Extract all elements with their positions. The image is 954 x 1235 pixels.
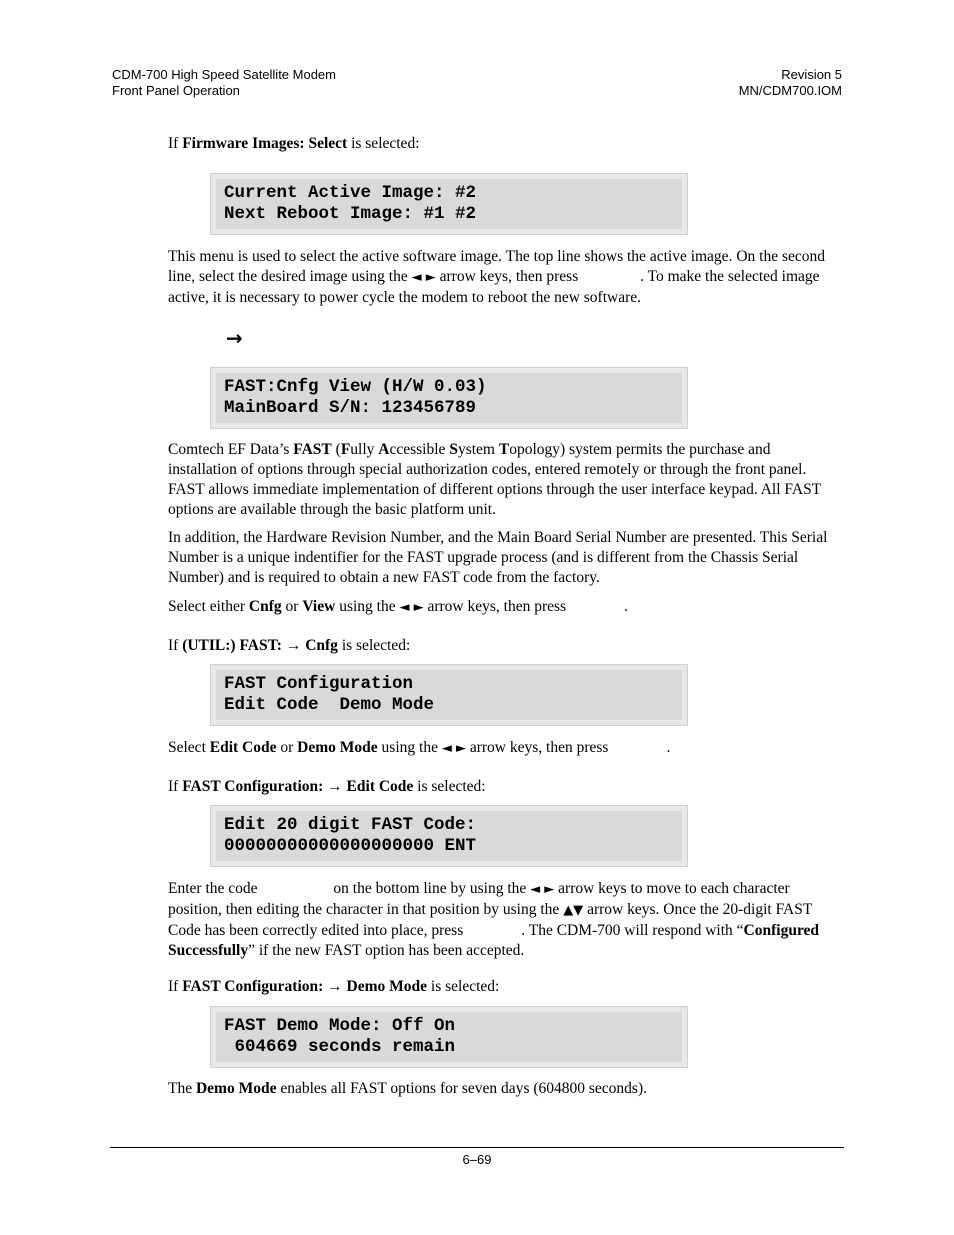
paragraph-firmware-desc: This menu is used to select the active software image. The top line shows the active image. On the second line, select the desired image using the ◄ ► arrow keys, then press . To make the selected image active, it is necessary to power cycle the modem to reboot the new software.: [168, 248, 825, 306]
left-right-arrow-icon: ◄ ►: [411, 270, 436, 285]
lcd-line: Edit 20 digit FAST Code:: [224, 815, 477, 835]
up-down-arrow-icon: ▲▼: [563, 903, 584, 918]
doc-number: MN/CDM700.IOM: [738, 83, 842, 98]
paragraph-select-cnfg-view: Select either Cnfg or View using the ◄ ► arrow keys, then press .: [168, 598, 628, 615]
paragraph-serial-number: In addition, the Hardware Revision Number, and the Main Board Serial Number are presented. This Serial Number is a unique indentifier for the FAST upgrade process (and is different from the Chassis Serial Number) and is required to obtain a new FAST code from the factory.: [168, 529, 828, 586]
section-demo-mode: If FAST Configuration: → Demo Mode is selected:: [168, 978, 500, 995]
section-edit-code: If FAST Configuration: → Edit Code is selected:: [168, 778, 486, 795]
paragraph-enter-code: Enter the code on the bottom line by using the ◄ ► arrow keys to move to each character position, then editing the character in that position by using the ▲▼ arrow keys. Once the 20-digit FAST Code has been correctly edited into place, press . The CDM-700 will respond with “Configured Successfully” if the new FAST option has been accepted.: [168, 880, 820, 959]
lcd-line: FAST Demo Mode: Off On: [224, 1016, 456, 1036]
paragraph-demo-desc: The Demo Mode enables all FAST options for seven days (604800 seconds).: [168, 1080, 647, 1097]
header-right: [739, 67, 842, 99]
lcd-line: FAST Configuration: [224, 674, 414, 694]
lcd-line: Next Reboot Image: #1 #2: [224, 204, 477, 224]
section-firmware-select: If Firmware Images: Select is selected:: [168, 135, 420, 152]
header-left: [112, 67, 336, 99]
section-fast-cnfg: If (UTIL:) FAST: → Cnfg is selected:: [168, 637, 411, 654]
lcd-line: Edit Code Demo Mode: [224, 695, 435, 715]
page-number: 6–69: [462, 1152, 492, 1167]
paragraph-select-edit-demo: Select Edit Code or Demo Mode using the ◄ ► arrow keys, then press .: [168, 739, 671, 756]
doc-revision: Revision 5: [781, 67, 842, 82]
lcd-line: Current Active Image: #2: [224, 183, 477, 203]
lcd-demo-mode: [211, 1007, 687, 1067]
lcd-fast-configuration: [211, 665, 687, 725]
left-right-arrow-icon: ◄ ►: [530, 882, 555, 897]
lcd-edit-code: [211, 806, 687, 866]
footer-divider: [110, 1147, 844, 1148]
paragraph-fast-intro: Comtech EF Data’s FAST (Fully Accessible System Topology) system permits the purchase and installation of options through special authorization codes, entered remotely or through the front panel. FAST allows immediate implementation of different options through the user interface keypad. All FAST options are available through the basic platform unit.: [168, 441, 821, 518]
lcd-line: MainBoard S/N: 123456789: [224, 398, 477, 418]
left-right-arrow-icon: ◄ ►: [399, 600, 424, 615]
arrow-right-icon: →: [226, 326, 243, 350]
doc-title: CDM-700 High Speed Satellite Modem: [112, 67, 336, 82]
lcd-line: 00000000000000000000 ENT: [224, 836, 477, 856]
lcd-fast-view: [211, 368, 687, 428]
lcd-line: 604669 seconds remain: [224, 1037, 456, 1057]
lcd-line: FAST:Cnfg View (H/W 0.03): [224, 377, 487, 397]
lcd-firmware-images: [211, 174, 687, 234]
left-right-arrow-icon: ◄ ►: [441, 741, 466, 756]
doc-section: Front Panel Operation: [112, 83, 240, 98]
